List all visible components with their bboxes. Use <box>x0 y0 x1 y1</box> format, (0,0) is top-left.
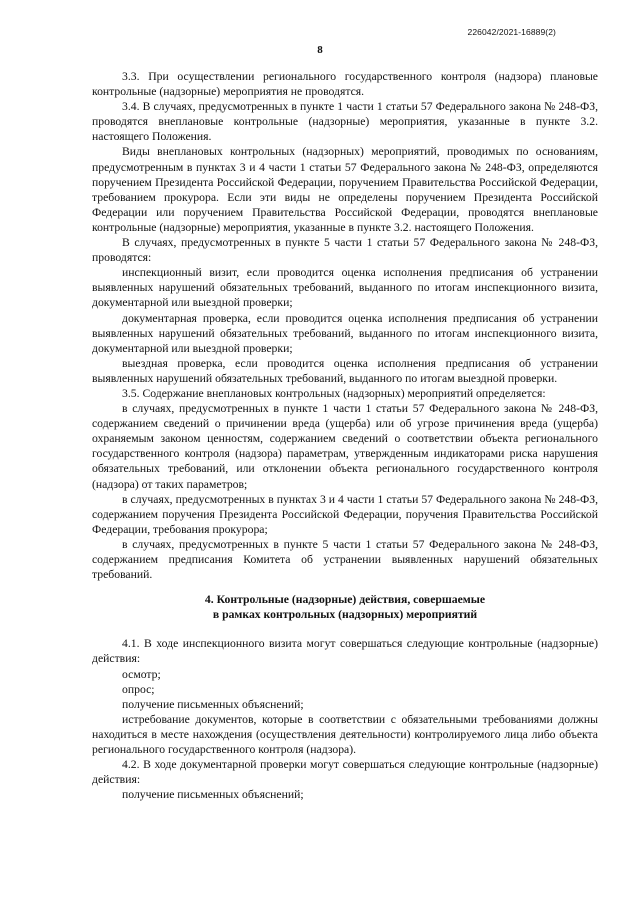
list-item-survey: опрос; <box>122 682 155 696</box>
list-item-content-item-5: в случаях, предусмотренных в пункте 5 части 1 статьи 57 Федерального закона № 248-ФЗ, содержанием предписания Комитета об устранении выявленных нарушений обязательных требований. <box>92 537 598 582</box>
list-item-written-explanations: получение письменных объяснений; <box>122 697 304 711</box>
page-number: 8 <box>317 44 323 56</box>
paragraph-4-2: 4.2. В ходе документарной проверки могут совершаться следующие контрольные (надзорные) действия: <box>92 758 598 787</box>
paragraph-3-4: 3.4. В случаях, предусмотренных в пункте 1 части 1 статьи 57 Федерального закона № 248-ФЗ, проводятся внеплановые контрольные (надзорные) мероприятия, указанные в пункте 3.2. настоящего Положения. <box>92 100 598 144</box>
document-body <box>92 69 598 802</box>
paragraph-4-1: 4.1. В ходе инспекционного визита могут совершаться следующие контрольные (надзорные) действия: <box>92 637 598 666</box>
document-id: 226042/2021-16889(2) <box>467 27 556 37</box>
list-item-written-explanations-2: получение письменных объяснений; <box>122 788 304 802</box>
list-item-inspection-visit: инспекционный визит, если проводится оценка исполнения предписания об устранении выявленных нарушений обязательных требований, выданного по итогам инспекционного визита, документарной или выездной проверки; <box>92 266 598 310</box>
list-item-documentary-check: документарная проверка, если проводится оценка исполнения предписания об устранении выявленных нарушений обязательных требований, выданного по итогам инспекционного визита, документарной или выездной проверки; <box>92 311 598 355</box>
list-item-inspection: осмотр; <box>122 667 161 681</box>
section-4-heading-line-2: в рамках контрольных (надзорных) мероприятий <box>212 608 478 622</box>
list-item-content-item-1: в случаях, предусмотренных в пункте 1 части 1 статьи 57 Федерального закона № 248-ФЗ, содержанием сведений о причинении вреда (ущерба) или об угрозе причинения вреда (ущерба) охраняемым законом ценностям, содержанием сведений о соответствии объекта регионального государственного контроля (надзора) параметрам, утвержденным индикаторами риска нарушения обязательных требований, или отклонении объекта регионального государственного контроля (надзора) от таких параметров; <box>92 402 598 491</box>
paragraph-3-5: 3.5. Содержание внеплановых контрольных (надзорных) мероприятий определяется: <box>122 386 546 400</box>
section-4-heading <box>92 592 598 622</box>
list-item-content-items-3-4: в случаях, предусмотренных в пунктах 3 и 4 части 1 статьи 57 Федерального закона № 248-ФЗ, содержанием поручения Президента Российской Федерации, поручения Правительства Российской Федерации, требования прокурора; <box>92 492 598 536</box>
paragraph-unscheduled-types: Виды внеплановых контрольных (надзорных) мероприятий, проводимых по основаниям, предусмотренным в пунктах 3 и 4 части 1 статьи 57 Федерального закона № 248-ФЗ, определяются поручением Президента Российской Федерации, поручением Правительства Российской Федерации, требованием прокурора. Если эти виды не определены поручением Президента Российской Федерации или поручением Правительства Российской Федерации, проводятся внеплановые контрольные (надзорные) мероприятия, указанные в пункте 3.2. настоящего Положения. <box>92 145 598 234</box>
list-item-document-request: истребование документов, которые в соответствии с обязательными требованиями должны находиться в месте нахождения (осуществления деятельности) контролируемого лица либо объекта регионального государственного контроля (надзора). <box>92 712 598 757</box>
list-item-field-check: выездная проверка, если проводится оценка исполнения предписания об устранении выявленных нарушений обязательных требований, выданного по итогам выездной проверки. <box>92 356 598 385</box>
paragraph-cases-item-5: В случаях, предусмотренных в пункте 5 части 1 статьи 57 Федерального закона № 248-ФЗ, проводятся: <box>92 236 598 265</box>
section-4-heading-line-1: 4. Контрольные (надзорные) действия, совершаемые <box>204 593 486 607</box>
paragraph-3-3: 3.3. При осуществлении регионального государственного контроля (надзора) плановые контрольные (надзорные) мероприятия не проводятся. <box>92 70 598 99</box>
